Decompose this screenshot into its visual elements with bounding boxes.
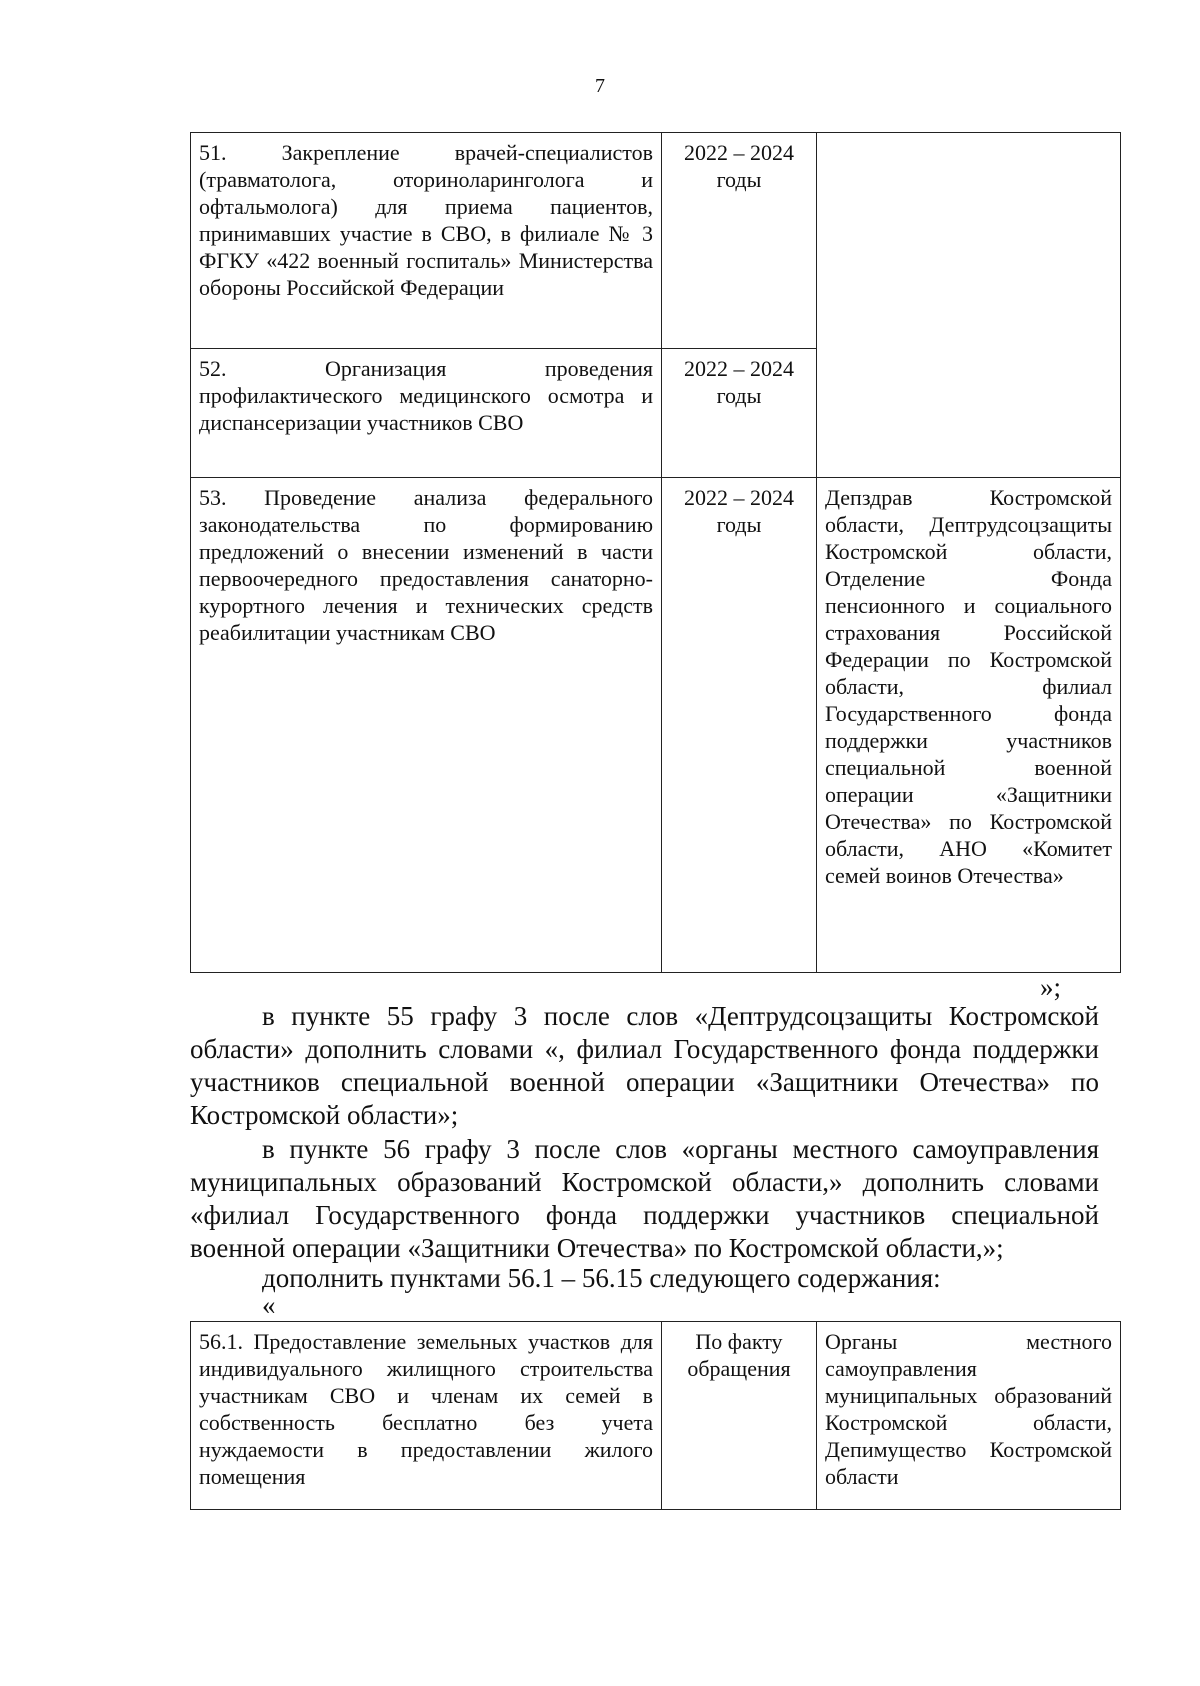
page-number: 7	[595, 75, 605, 97]
amendment-paragraph: в пункте 55 графу 3 после слов «Дептрудсоцзащиты Костромской области» дополнить словами «, филиал Государственного фонда поддержки участников специальной военной операции «Защитники Отечества» по Костромской области»;	[190, 1001, 1099, 1130]
measure-description: 51. Закрепление врачей-специалистов (травматолога, оториноларинголога и офтальмолога) для приема пациентов, принимавших участие в СВО, в филиале № 3 ФГКУ «422 военный госпиталь» Министерства обороны Российской Федерации	[191, 133, 662, 349]
measure-description: 53. Проведение анализа федерального законодательства по формированию предложений о внесении изменений в части первоочередного предоставления санаторно-курортного лечения и технических средств реабилитации участникам СВО	[191, 478, 662, 973]
table-row	[191, 1322, 1121, 1510]
measure-description: 52. Организация проведения профилактического медицинского осмотра и диспансеризации участников СВО	[191, 349, 662, 478]
measure-term: 2022 – 2024 годы	[662, 478, 817, 973]
new-measures-table	[190, 1321, 1121, 1510]
amendment-paragraph: дополнить пунктами 56.1 – 56.15 следующего содержания:	[262, 1263, 941, 1293]
table-row	[191, 133, 1121, 349]
amendment-paragraph: в пункте 56 графу 3 после слов «органы местного самоуправления муниципальных образований Костромской области,» дополнить словами «филиал Государственного фонда поддержки участников специальной военной операции «Защитники Отечества» по Костромской области,»;	[190, 1134, 1099, 1263]
measure-term: 2022 – 2024 годы	[662, 349, 817, 478]
opening-quote-mark: «	[262, 1290, 276, 1320]
measure-term: По факту обращения	[662, 1322, 817, 1510]
measure-term: 2022 – 2024 годы	[662, 133, 817, 349]
measure-responsible	[817, 133, 1121, 478]
measure-responsible: Депздрав Костромской области, Дептрудсоцзащиты Костромской области, Отделение Фонда пенсионного и социального страхования Российской Федерации по Костромской области, филиал Государственного фонда поддержки участников специальной военной операции «Защитники Отечества» по Костромской области, АНО «Комитет семей воинов Отечества»	[817, 478, 1121, 973]
measure-description: 56.1. Предоставление земельных участков для индивидуального жилищного строительства участникам СВО и членам их семей в собственность бесплатно без учета нуждаемости в предоставлении жилого помещения	[191, 1322, 662, 1510]
closing-quote-mark: »;	[1040, 972, 1062, 1002]
measure-responsible: Органы местного самоуправления муниципальных образований Костромской области, Депимущество Костромской области	[817, 1322, 1121, 1510]
table-row	[191, 478, 1121, 973]
measures-table	[190, 132, 1121, 973]
